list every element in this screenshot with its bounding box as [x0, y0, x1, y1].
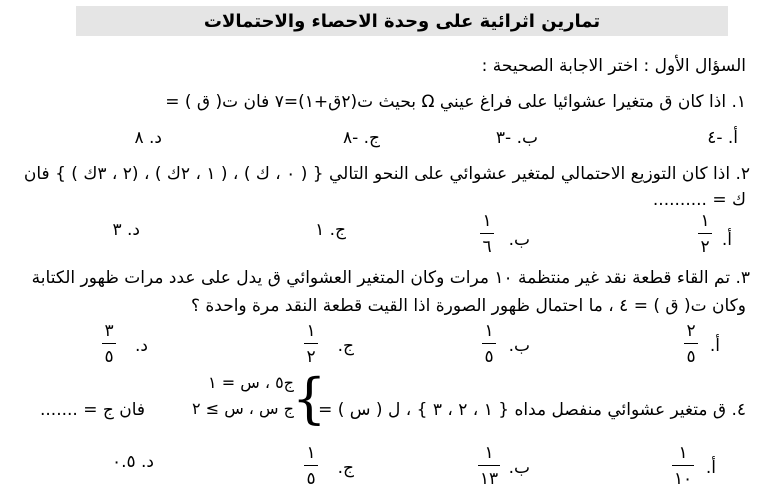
q4-option-c-label[interactable]: ج.	[337, 458, 354, 478]
q2-option-c[interactable]: ج. ١	[315, 220, 346, 240]
denominator: ٥	[104, 347, 114, 367]
question-2-text-line2: ك = ..........	[652, 190, 746, 210]
q3-option-a-label[interactable]: أ.	[709, 336, 720, 356]
piecewise-cases	[192, 370, 294, 422]
numerator: ١	[306, 321, 316, 341]
q4-option-c-fraction	[304, 444, 318, 488]
fraction-bar	[698, 233, 712, 234]
numerator: ١	[678, 443, 688, 463]
left-brace-symbol: {	[292, 367, 327, 430]
case-2: ج س ، س ≥ ٢	[192, 399, 294, 418]
question-2-text-line1: ٢. اذا كان التوزيع الاحتمالي لمتغير عشوائي على النحو التالي { ( ٠ ، ك ) ، ( ١ ، ٢ك ) ، (٢ ، ٣ك ) } فان	[23, 164, 750, 184]
fraction-bar	[672, 465, 694, 466]
q3-option-c-fraction	[304, 322, 318, 366]
q2-option-a-fraction	[698, 212, 712, 256]
q1-option-d[interactable]: د. ٨	[134, 128, 162, 148]
q4-option-b-fraction	[478, 444, 500, 488]
numerator: ٢	[686, 321, 696, 341]
numerator: ٣	[104, 321, 114, 341]
q3-option-b-fraction	[482, 322, 496, 366]
question-4-tail: فان ج = .......	[40, 400, 146, 420]
question-3-text-line2: وكان ت( ق ) = ٤ ، ما احتمال ظهور الصورة اذا القيت قطعة النقد مرة واحدة ؟	[190, 296, 746, 316]
q3-option-d-fraction	[102, 322, 116, 366]
denominator: ١٠	[673, 469, 693, 489]
q3-option-d-label[interactable]: د.	[135, 336, 148, 356]
question-1-text: ١. اذا كان ق متغيرا عشوائيا على فراغ عيني Ω بحيث ت(٢ق+١)=٧ فان ت( ق ) =	[165, 92, 746, 112]
denominator: ١٣	[479, 469, 499, 489]
denominator: ٥	[306, 469, 316, 489]
fraction-bar	[304, 465, 318, 466]
q4-option-b-label[interactable]: ب.	[508, 458, 530, 478]
q4-option-d[interactable]: د. ٠.٥	[111, 452, 154, 472]
q1-option-b[interactable]: ب. -٣	[495, 128, 538, 148]
question-4-text: ٤. ق متغير عشوائي منفصل مداه { ١ ، ٢ ، ٣ } ، ل ( س ) =	[318, 400, 746, 420]
question-3-text-line1: ٣. تم القاء قطعة نقد غير منتظمة ١٠ مرات وكان المتغير العشوائي ق يدل على عدد مرات ظهور الكتابة	[31, 268, 750, 288]
numerator: ١	[484, 443, 494, 463]
fraction-bar	[684, 343, 698, 344]
denominator: ٢	[700, 237, 710, 257]
page-title: تمارين اثرائية على وحدة الاحصاء والاحتمالات	[76, 6, 728, 36]
q4-option-a-label[interactable]: أ.	[705, 458, 716, 478]
numerator: ١	[700, 211, 710, 231]
fraction-bar	[478, 465, 500, 466]
fraction-bar	[304, 343, 318, 344]
case-1: ج٥ ، س = ١	[208, 373, 294, 392]
denominator: ٥	[484, 347, 494, 367]
q4-option-a-fraction	[672, 444, 694, 488]
q3-option-a-fraction	[684, 322, 698, 366]
q3-option-b-label[interactable]: ب.	[508, 336, 530, 356]
numerator: ١	[306, 443, 316, 463]
fraction-bar	[102, 343, 116, 344]
q2-option-b-label[interactable]: ب.	[508, 230, 530, 250]
q1-option-a[interactable]: أ. -٤	[707, 128, 738, 148]
q1-option-c[interactable]: ج. -٨	[342, 128, 380, 148]
denominator: ٥	[686, 347, 696, 367]
fraction-bar	[482, 343, 496, 344]
section-header: السؤال الأول : اختر الاجابة الصحيحة :	[481, 56, 746, 76]
fraction-bar	[480, 233, 494, 234]
denominator: ٦	[482, 237, 492, 257]
q2-option-d[interactable]: د. ٣	[112, 220, 140, 240]
numerator: ١	[482, 211, 492, 231]
q3-option-c-label[interactable]: ج.	[337, 336, 354, 356]
q2-option-a-label[interactable]: أ.	[721, 230, 732, 250]
numerator: ١	[484, 321, 494, 341]
denominator: ٢	[306, 347, 316, 367]
q2-option-b-fraction	[480, 212, 494, 256]
